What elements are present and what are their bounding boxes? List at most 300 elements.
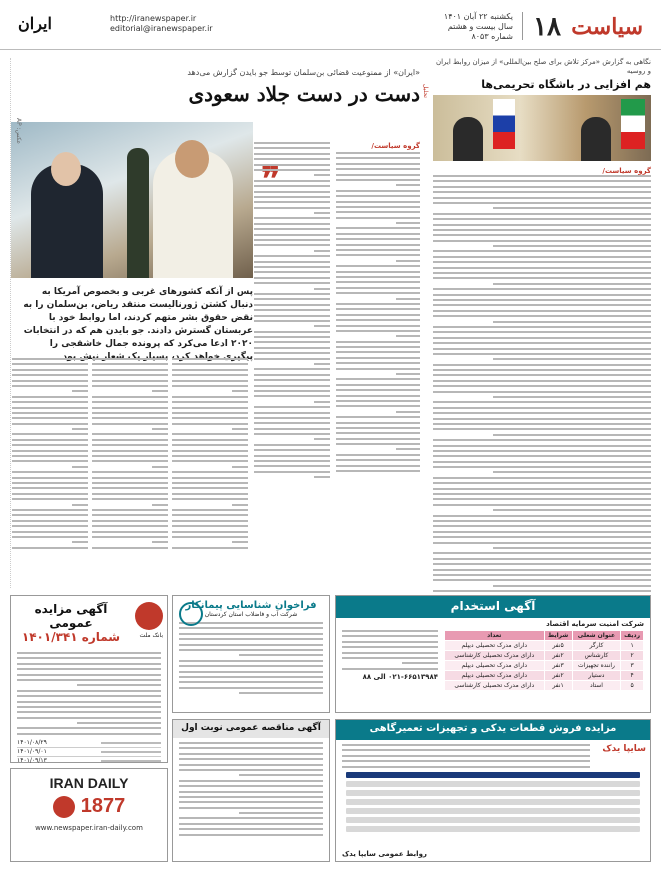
text-line	[12, 482, 88, 484]
quote-icon: ❞	[261, 158, 281, 200]
text-line	[433, 418, 651, 420]
text-line	[336, 287, 420, 289]
text-line	[254, 244, 330, 246]
text-line	[493, 283, 651, 285]
text-line	[179, 823, 323, 825]
text-line	[336, 368, 420, 370]
text-line	[433, 401, 651, 403]
text-line	[254, 164, 330, 166]
text-line	[179, 769, 323, 771]
text-line	[433, 240, 651, 242]
text-line	[314, 476, 330, 478]
right-article	[433, 58, 651, 588]
text-line	[92, 482, 168, 484]
tender-ad	[172, 719, 330, 862]
text-line	[12, 401, 88, 403]
employment-ad-title: آگهی استخدام	[450, 599, 536, 613]
text-line	[232, 541, 248, 543]
text-line	[92, 536, 168, 538]
text-line	[336, 362, 420, 364]
text-line	[179, 807, 323, 809]
text-line	[254, 255, 330, 257]
text-line	[254, 428, 330, 430]
text-line	[254, 379, 330, 381]
text-line	[493, 396, 651, 398]
text-line	[12, 477, 88, 479]
text-line	[92, 363, 168, 365]
text-line	[254, 223, 330, 225]
text-line	[92, 525, 168, 527]
text-line	[12, 547, 88, 549]
text-line	[172, 369, 248, 371]
text-line	[152, 504, 168, 506]
text-line	[396, 373, 420, 375]
text-line	[92, 531, 168, 533]
text-line	[433, 450, 651, 452]
text-line	[433, 364, 651, 366]
text-line	[12, 460, 88, 462]
date-1: ۱۴۰۱/۰۸/۲۹	[17, 738, 47, 746]
text-line	[179, 627, 323, 629]
text-line	[433, 261, 651, 263]
text-line	[172, 520, 248, 522]
text-line	[172, 433, 248, 435]
text-line	[17, 663, 161, 665]
text-line	[12, 439, 88, 441]
text-line	[12, 444, 88, 446]
text-line	[493, 434, 651, 436]
text-line	[336, 416, 420, 418]
text-line	[92, 433, 168, 435]
text-line	[92, 423, 168, 425]
text-line	[92, 444, 168, 446]
text-line	[92, 369, 168, 371]
general-auction-title: آگهی مزایده عمومی	[34, 602, 108, 630]
text-line	[336, 201, 420, 203]
text-line	[92, 374, 168, 376]
text-line	[254, 433, 330, 435]
table-cell: ۲نفر	[544, 671, 572, 681]
text-line	[254, 158, 330, 160]
text-line	[172, 380, 248, 382]
text-line	[342, 635, 438, 637]
table-cell: ۳نفر	[544, 661, 572, 671]
text-line	[396, 260, 420, 262]
text-line	[336, 190, 420, 192]
text-line	[254, 293, 330, 295]
text-line	[254, 147, 330, 149]
text-line	[433, 498, 651, 500]
text-line	[152, 466, 168, 468]
text-line	[172, 509, 248, 511]
text-line	[12, 374, 88, 376]
text-line	[433, 407, 651, 409]
text-line	[12, 493, 88, 495]
text-line	[433, 175, 651, 177]
text-line	[433, 337, 651, 339]
text-line	[254, 142, 330, 144]
text-line	[72, 504, 88, 506]
iran-daily-site[interactable]: www.newspaper.iran-daily.com	[35, 824, 143, 832]
employment-contact-box	[342, 630, 438, 691]
text-line	[179, 742, 323, 744]
text-line	[12, 363, 88, 365]
main-col-2	[254, 142, 330, 482]
text-line	[254, 266, 330, 268]
text-line	[433, 186, 651, 188]
text-line	[72, 541, 88, 543]
text-line	[12, 536, 88, 538]
text-line	[342, 744, 590, 746]
contact-info	[110, 14, 213, 34]
text-line	[254, 385, 330, 387]
text-line	[433, 504, 651, 506]
text-line	[342, 630, 438, 632]
text-line	[12, 471, 88, 473]
page-header	[0, 0, 661, 50]
text-line	[17, 690, 161, 692]
text-line	[314, 288, 330, 290]
table-row	[445, 671, 644, 681]
table-header-cell: شرایط	[544, 631, 572, 641]
section-title: سیاست	[571, 14, 643, 40]
issue-meta	[444, 12, 513, 42]
text-line	[172, 514, 248, 516]
iran-daily-logo: IRAN DAILY	[49, 775, 129, 791]
text-line	[179, 622, 323, 624]
text-line	[336, 427, 420, 429]
date-line: یکشنبه ۲۲ آبان ۱۴۰۱	[443, 12, 513, 21]
text-line	[336, 206, 420, 208]
text-line	[17, 652, 161, 654]
table-cell: دارای مدرک تحصیلی کارشناسی	[445, 681, 545, 691]
text-line	[433, 515, 651, 517]
text-line	[92, 396, 168, 398]
page-number: ۱۸	[533, 12, 561, 42]
text-line	[254, 395, 330, 397]
text-line	[336, 422, 420, 424]
text-line	[336, 238, 420, 240]
text-line	[72, 390, 88, 392]
text-line	[433, 288, 651, 290]
text-line	[493, 245, 651, 247]
text-line	[314, 212, 330, 214]
text-line	[314, 363, 330, 365]
text-line	[433, 552, 651, 554]
text-line	[254, 320, 330, 322]
text-line	[17, 701, 161, 703]
text-line	[254, 422, 330, 424]
text-line	[172, 396, 248, 398]
text-line	[336, 470, 420, 472]
text-line	[92, 380, 168, 382]
text-line	[254, 331, 330, 333]
text-line	[254, 304, 330, 306]
text-line	[172, 493, 248, 495]
text-line	[172, 439, 248, 441]
table-cell: ۱نفر	[544, 681, 572, 691]
text-line	[402, 662, 438, 664]
text-line	[12, 514, 88, 516]
text-line	[12, 380, 88, 382]
text-line	[239, 812, 323, 814]
auction-footer: روابط عمومی سایپا یدک	[342, 850, 427, 858]
table-cell: کارگر	[572, 641, 621, 651]
text-line	[77, 684, 161, 686]
text-line	[92, 412, 168, 414]
text-line	[433, 234, 651, 236]
text-line	[433, 412, 651, 414]
text-line	[336, 389, 420, 391]
general-auction-ad	[10, 595, 168, 763]
text-line	[179, 681, 323, 683]
text-line	[12, 396, 88, 398]
text-line	[254, 460, 330, 462]
text-line	[254, 449, 330, 451]
text-line	[92, 493, 168, 495]
table-header-cell: عنوان شغلی	[572, 631, 621, 641]
text-line	[179, 633, 323, 635]
text-line	[396, 184, 420, 186]
text-line	[433, 331, 651, 333]
text-line	[17, 657, 161, 659]
text-line	[433, 374, 651, 376]
right-article-title: هم افزایی در باشگاه تحریمی‌ها	[481, 78, 651, 91]
right-article-photo	[433, 95, 651, 161]
text-line	[314, 250, 330, 252]
text-line	[396, 335, 420, 337]
main-col-1	[336, 142, 420, 475]
saipa-logo: سایپا یدک	[602, 744, 646, 754]
text-line	[254, 201, 330, 203]
phone-icon	[53, 796, 75, 818]
employment-table	[444, 630, 644, 691]
text-line	[342, 760, 590, 762]
text-line	[433, 202, 651, 204]
text-line	[12, 433, 88, 435]
text-line	[336, 168, 420, 170]
date-3: ۱۴۰۱/۰۹/۱۳	[17, 756, 47, 764]
text-line	[254, 347, 330, 349]
table-cell: دستیار	[572, 671, 621, 681]
text-line	[433, 563, 651, 565]
table-cell: دارای مدرک تحصیلی دیپلم	[445, 671, 545, 681]
text-line	[12, 423, 88, 425]
us-figure-head	[51, 152, 81, 186]
text-line	[179, 817, 323, 819]
text-line	[92, 417, 168, 419]
text-line	[433, 423, 651, 425]
text-line	[17, 668, 161, 670]
text-line	[433, 590, 651, 592]
text-line	[433, 542, 651, 544]
text-line	[172, 401, 248, 403]
text-line	[336, 254, 420, 256]
text-line	[254, 455, 330, 457]
text-line	[92, 487, 168, 489]
text-line	[179, 791, 323, 793]
text-line	[92, 385, 168, 387]
text-line	[336, 395, 420, 397]
text-line	[336, 400, 420, 402]
general-auction-number: شماره ۱۴۰۱/۳۴۱	[21, 630, 121, 644]
text-line	[433, 250, 651, 252]
text-line	[12, 525, 88, 527]
text-line	[433, 218, 651, 220]
text-line	[179, 660, 323, 662]
text-line	[254, 336, 330, 338]
text-line	[172, 482, 248, 484]
text-line	[172, 407, 248, 409]
text-line	[12, 358, 88, 360]
nomination-ad-subtitle: شرکت آب و فاضلاب استان کردستان	[204, 611, 298, 618]
text-line	[336, 174, 420, 176]
text-line	[254, 390, 330, 392]
text-line	[172, 423, 248, 425]
text-line	[433, 569, 651, 571]
text-line	[172, 450, 248, 452]
text-line	[433, 385, 651, 387]
text-line	[433, 191, 651, 193]
text-line	[12, 498, 88, 500]
text-line	[254, 352, 330, 354]
text-line	[17, 717, 161, 719]
text-line	[493, 509, 651, 511]
employment-ad-header	[336, 596, 650, 618]
text-line	[336, 330, 420, 332]
text-line	[493, 585, 651, 587]
text-line	[433, 579, 651, 581]
text-line	[179, 671, 323, 673]
text-line	[12, 531, 88, 533]
text-line	[433, 180, 651, 182]
text-line	[179, 796, 323, 798]
text-line	[342, 657, 438, 659]
text-line	[433, 213, 651, 215]
text-line	[336, 281, 420, 283]
text-line	[254, 234, 330, 236]
text-line	[179, 747, 323, 749]
bank-mellat-icon	[135, 602, 163, 630]
main-article-byline: گروه سیاست/	[371, 142, 420, 150]
text-line	[342, 641, 438, 643]
site-link[interactable]: http://iranewspaper.ir	[110, 14, 197, 23]
newspaper-logo: ایران	[18, 14, 52, 33]
text-line	[433, 391, 651, 393]
text-line	[172, 444, 248, 446]
text-line	[433, 574, 651, 576]
text-line	[12, 487, 88, 489]
text-line	[336, 292, 420, 294]
text-line	[254, 207, 330, 209]
photo-caption: عکس: AP	[15, 118, 22, 145]
text-line	[254, 239, 330, 241]
bank-name: بانک ملت	[139, 632, 163, 639]
text-line	[92, 520, 168, 522]
text-line	[232, 504, 248, 506]
text-line	[433, 299, 651, 301]
vertical-label: تحلیل	[422, 84, 429, 98]
text-line	[342, 646, 438, 648]
table-row	[445, 641, 644, 651]
text-line	[336, 346, 420, 348]
text-line	[336, 276, 420, 278]
text-line	[342, 766, 590, 768]
text-line	[92, 471, 168, 473]
main-article	[10, 58, 420, 588]
text-line	[336, 438, 420, 440]
text-line	[254, 217, 330, 219]
text-line	[314, 438, 330, 440]
text-line	[433, 493, 651, 495]
text-line	[493, 358, 651, 360]
tender-ad-title: آگهی مناقصه عمومی نوبت اول	[181, 723, 321, 733]
table-cell: دارای مدرک تحصیلی دیپلم	[445, 661, 545, 671]
text-line	[493, 471, 651, 473]
email-link[interactable]: editorial@iranewspaper.ir	[110, 24, 213, 33]
text-line	[172, 455, 248, 457]
text-line	[17, 679, 161, 681]
text-line	[336, 405, 420, 407]
text-line	[336, 249, 420, 251]
text-line	[254, 261, 330, 263]
table-row	[445, 681, 644, 691]
text-line	[232, 466, 248, 468]
text-line	[239, 774, 323, 776]
table-cell: ۵نفر	[544, 641, 572, 651]
text-line	[254, 191, 330, 193]
nomination-ad-title: فراخوان شناسایی پیمانکار	[185, 600, 317, 611]
text-line	[254, 471, 330, 473]
text-line	[254, 406, 330, 408]
employment-ad	[335, 595, 651, 713]
text-line	[433, 369, 651, 371]
text-line	[433, 536, 651, 538]
text-line	[396, 298, 420, 300]
text-line	[433, 488, 651, 490]
text-line	[254, 368, 330, 370]
text-line	[396, 222, 420, 224]
main-article-title: دست در دست جلاد سعودی	[188, 82, 420, 106]
text-line	[336, 211, 420, 213]
text-line	[336, 163, 420, 165]
text-line	[314, 325, 330, 327]
pull-quote: پس از آنکه کشورهای غربی و بخصوص آمریکا به دنبال کشتن ژورنالیست منتقد ریاض، بن‌سلمان را به نقض حقوق بشر متهم کردند، اما روابط خود با عربستان گسترش دادند. جو بایدن هم که در انتخابات ۲۰۲۰ ادعا می‌کرد که پرونده جمال خاشقجی را پیگیری خواهد کرد، بسیار یک شعار نیش بود	[23, 287, 253, 362]
text-line	[336, 227, 420, 229]
employment-contact: ۰۲۱-۶۶۵۱۳۹۸۴ الی ۸۸	[362, 673, 438, 682]
text-line	[179, 665, 323, 667]
text-line	[342, 755, 590, 757]
text-line	[342, 668, 438, 670]
text-line	[232, 390, 248, 392]
text-line	[239, 692, 323, 694]
text-line	[433, 531, 651, 533]
text-line	[172, 412, 248, 414]
text-line	[92, 401, 168, 403]
text-line	[254, 309, 330, 311]
water-logo-icon	[179, 602, 203, 626]
table-row	[445, 651, 644, 661]
text-line	[172, 358, 248, 360]
text-line	[179, 676, 323, 678]
text-line	[232, 428, 248, 430]
text-line	[172, 477, 248, 479]
text-line	[396, 411, 420, 413]
text-line	[172, 460, 248, 462]
text-line	[336, 303, 420, 305]
text-line	[336, 454, 420, 456]
text-line	[336, 384, 420, 386]
